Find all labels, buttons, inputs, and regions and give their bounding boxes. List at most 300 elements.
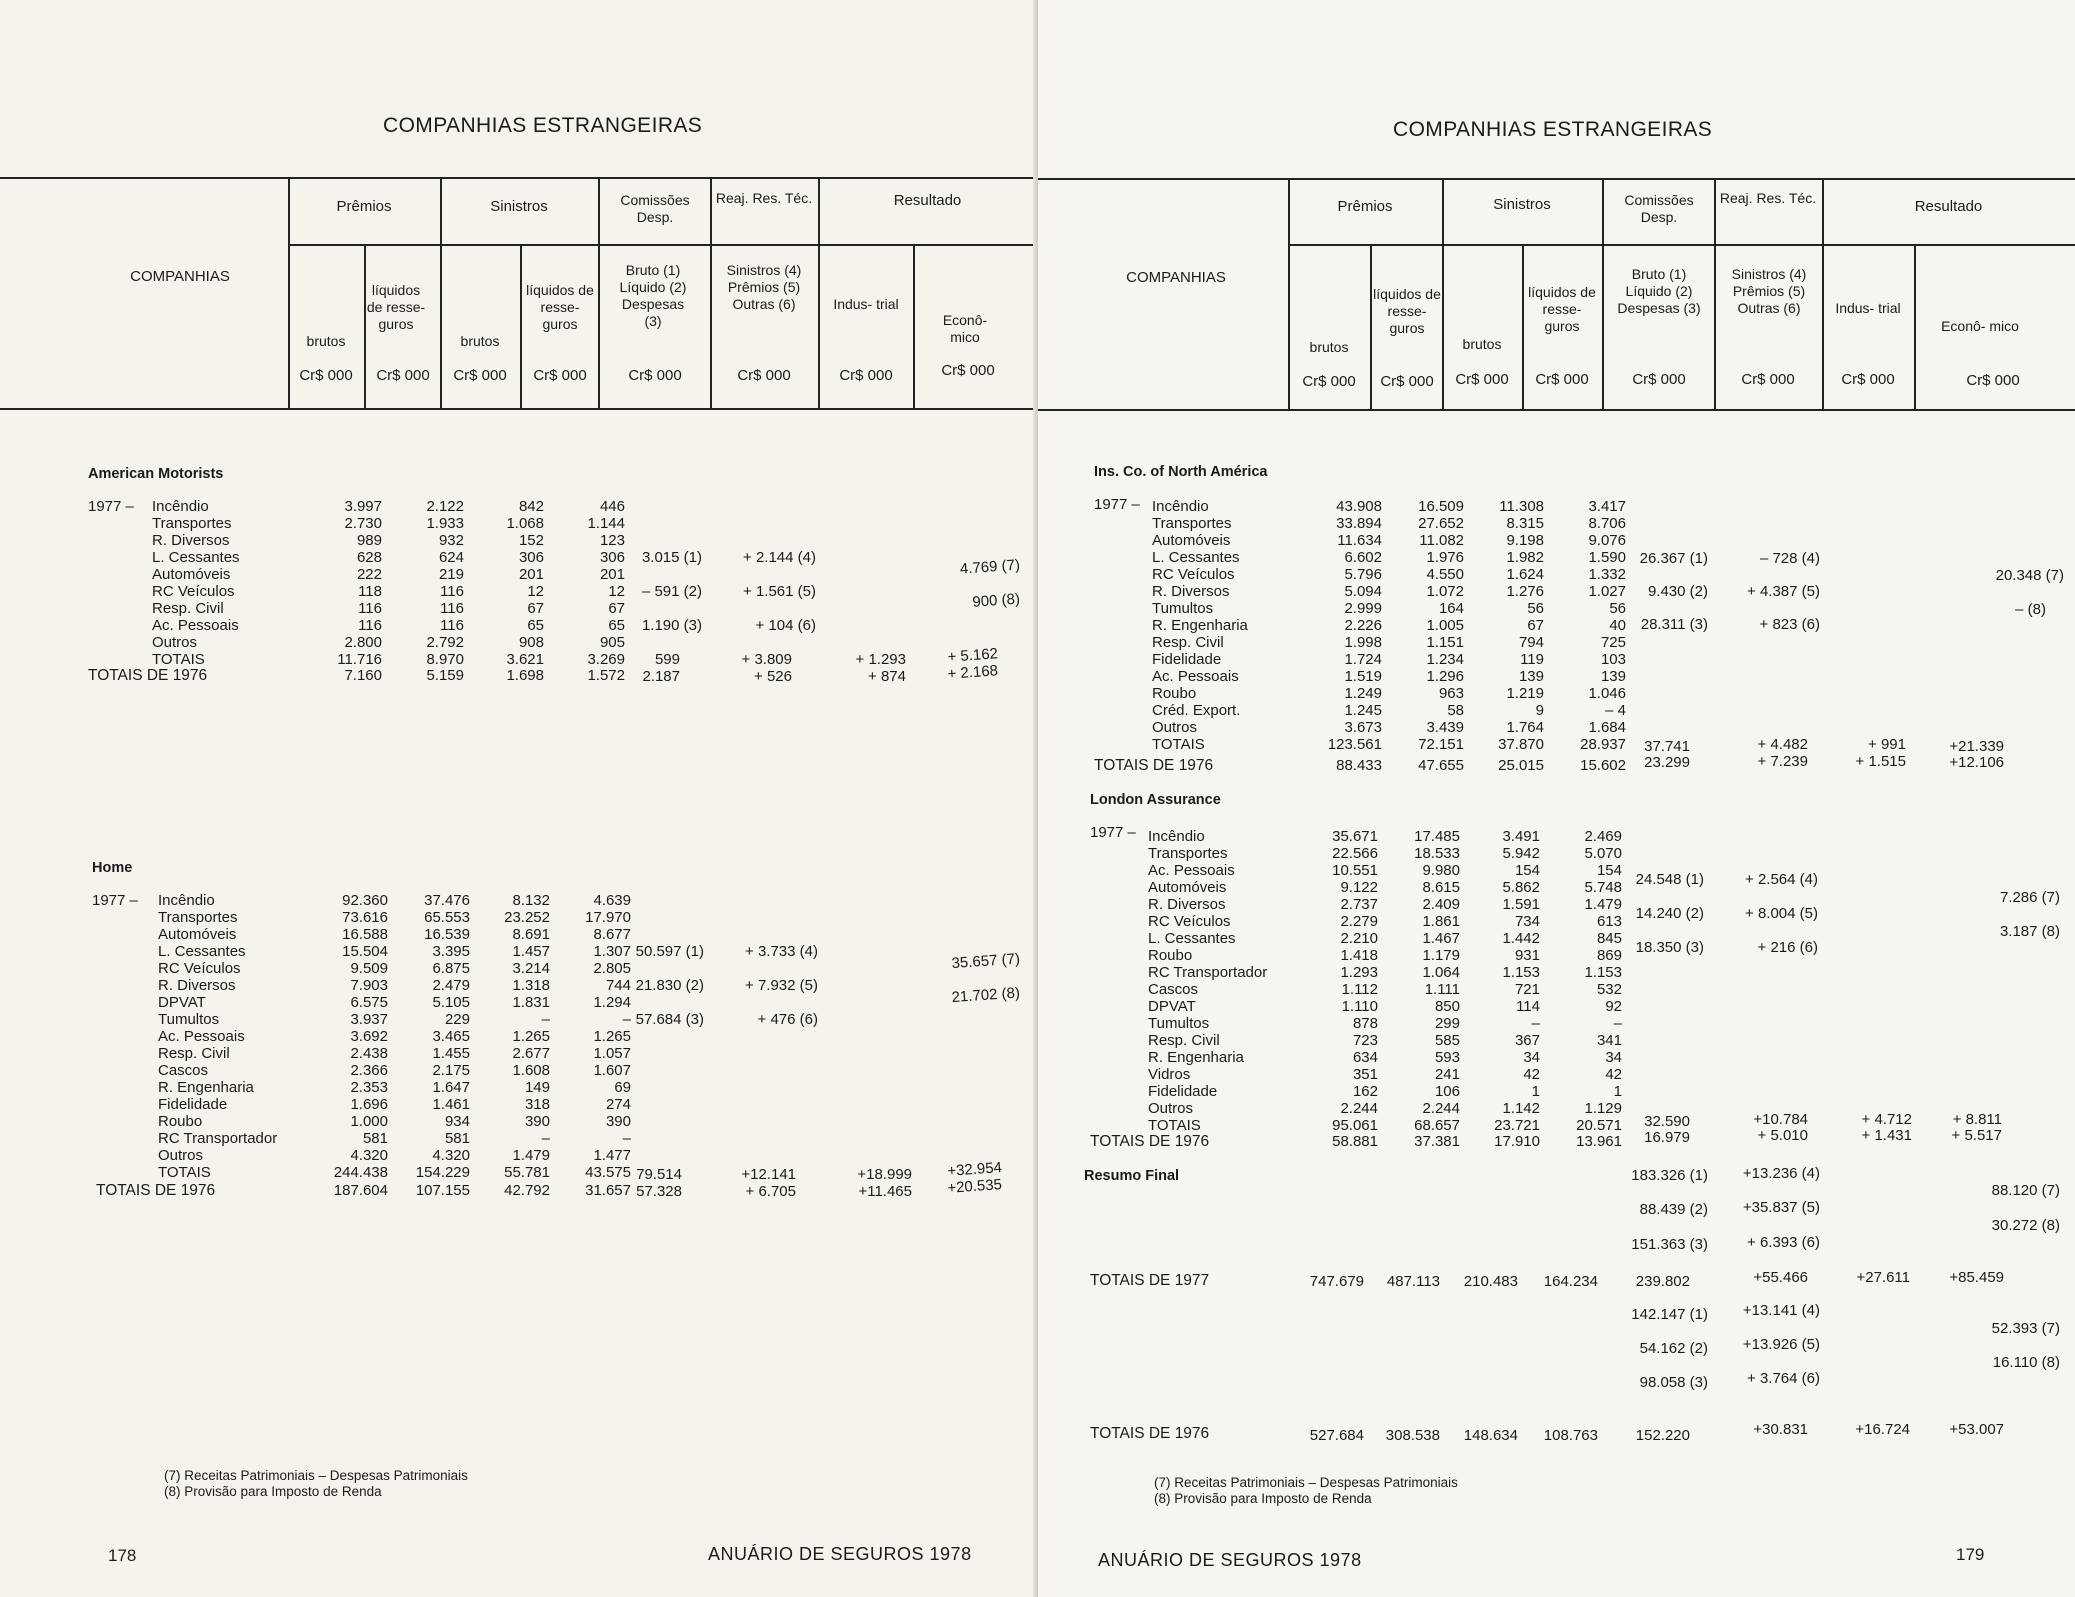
row-label: TOTAIS xyxy=(1148,1117,1201,1134)
row-value: 1.265 xyxy=(593,1028,631,1045)
row-value: 306 xyxy=(518,549,544,566)
row-value: 1.064 xyxy=(1422,964,1460,981)
resumo-com77-2: 88.439 (2) xyxy=(1639,1201,1708,1218)
row-value: 1.467 xyxy=(1422,930,1460,947)
unit-6: Cr$ 000 xyxy=(737,367,791,384)
london-tot77-com: 32.590 xyxy=(1644,1113,1690,1130)
row-value: 116 xyxy=(358,600,382,617)
row-value: 164 xyxy=(1438,600,1464,617)
row-value: 15.504 xyxy=(342,943,388,960)
row-value: 2.366 xyxy=(350,1062,388,1079)
row-value: 1.418 xyxy=(1340,947,1378,964)
home-reaj-3: + 476 (6) xyxy=(757,1011,818,1028)
header-liquidos-1: líquidos de resse- guros xyxy=(366,282,426,332)
row-value: 2.730 xyxy=(344,515,382,532)
row-value: 1.000 xyxy=(350,1113,388,1130)
row-value: – xyxy=(1531,1015,1540,1032)
table-row xyxy=(1152,702,1632,719)
row-value: 3.673 xyxy=(1344,719,1382,736)
row-value: 11.716 xyxy=(337,651,382,668)
table-row xyxy=(158,1045,631,1062)
table-row xyxy=(1152,532,1632,549)
am-tot76-reaj: + 526 xyxy=(754,668,792,685)
table-row xyxy=(1152,719,1632,736)
row-value: 154.229 xyxy=(415,1164,470,1181)
totais-1977-label: TOTAIS DE 1977 xyxy=(1090,1272,1210,1289)
row-value: 5.159 xyxy=(426,667,464,684)
row-value: 55.781 xyxy=(504,1164,550,1181)
row-value: – xyxy=(622,1130,631,1147)
row-value: 8.691 xyxy=(512,926,550,943)
row-value: 850 xyxy=(1434,998,1460,1015)
table-row xyxy=(158,1011,631,1028)
row-label: R. Engenharia xyxy=(1148,1049,1244,1066)
home-eco-8: 21.702 (8) xyxy=(951,984,1021,1007)
row-value: 1.982 xyxy=(1506,549,1544,566)
table-row xyxy=(158,1062,631,1079)
header-resultado: Resultado xyxy=(893,192,962,209)
row-value: 27.652 xyxy=(1418,515,1464,532)
row-value: 3.417 xyxy=(1588,498,1626,515)
header-brutos-1: brutos xyxy=(1309,339,1349,355)
row-value: 58 xyxy=(1447,702,1464,719)
row-label: R. Diversos xyxy=(1152,583,1230,600)
am-com-3: 1.190 (3) xyxy=(641,617,702,634)
row-label: Créd. Export. xyxy=(1152,702,1241,719)
row-value: 1.179 xyxy=(1422,947,1460,964)
london-eco-7: 7.286 (7) xyxy=(1999,889,2060,906)
row-value: 229 xyxy=(444,1011,470,1028)
row-value: 35.671 xyxy=(1332,828,1378,845)
row-label: TOTAIS xyxy=(158,1164,211,1181)
header-bruto-col: Bruto (1) Líquido (2) Despesas (3) xyxy=(619,262,687,329)
table-row xyxy=(1148,1049,1632,1066)
row-value: 1.110 xyxy=(1341,998,1378,1015)
row-value: 68.657 xyxy=(1414,1117,1460,1134)
row-value: 37.476 xyxy=(424,892,470,909)
row-value: 3.395 xyxy=(432,943,470,960)
row-value: 1.607 xyxy=(593,1062,631,1079)
row-value: 7.160 xyxy=(344,667,382,684)
row-value: 613 xyxy=(1596,913,1622,930)
table-row xyxy=(152,498,625,515)
resumo-com77-1: 183.326 (1) xyxy=(1631,1167,1708,1184)
row-value: 67 xyxy=(1527,617,1544,634)
row-label: Tumultos xyxy=(158,1011,220,1028)
row-value: 17.970 xyxy=(585,909,631,926)
home-tot77-reaj: +12.141 xyxy=(741,1166,796,1183)
table-row xyxy=(1152,566,1632,583)
row-value: 47.655 xyxy=(1418,757,1464,774)
row-value: 67 xyxy=(527,600,544,617)
london-reaj-1: + 2.564 (4) xyxy=(1745,871,1818,888)
row-label: Ac. Pessoais xyxy=(1148,862,1235,879)
row-value: 8.706 xyxy=(1588,515,1626,532)
row-label: Transportes xyxy=(1152,515,1232,532)
resumo-t76-ind: +16.724 xyxy=(1855,1421,1910,1438)
row-value: 1.933 xyxy=(426,515,464,532)
row-label: TOTAIS xyxy=(152,651,205,668)
london-eco-8: 3.187 (8) xyxy=(1999,923,2060,940)
row-value: 628 xyxy=(356,549,382,566)
row-value: 734 xyxy=(1514,913,1540,930)
row-value: 1.144 xyxy=(587,515,625,532)
ins-co-t76 xyxy=(1152,757,1632,774)
company-ins-co-north-america: Ins. Co. of North América xyxy=(1094,464,1268,480)
resumo-com76-3: 98.058 (3) xyxy=(1639,1374,1708,1391)
row-label: R. Engenharia xyxy=(1152,617,1248,634)
row-value: 1.151 xyxy=(1426,634,1464,651)
home-eco-7: 35.657 (7) xyxy=(951,950,1021,973)
row-value: 2.800 xyxy=(344,634,382,651)
am-tot76-com: 2.187 xyxy=(642,668,680,685)
row-value: 3.621 xyxy=(506,651,544,668)
row-value: 744 xyxy=(605,977,631,994)
resumo-t77-ind: +27.611 xyxy=(1856,1269,1910,1286)
ins-tot76-ind: + 1.515 xyxy=(1855,753,1906,770)
table-row xyxy=(158,943,631,960)
row-value: 842 xyxy=(518,498,544,515)
row-value: 2.244 xyxy=(1422,1100,1460,1117)
right-page xyxy=(1038,0,2075,1597)
row-value: 1 xyxy=(1613,1083,1622,1100)
home-com-1: 50.597 (1) xyxy=(635,943,704,960)
year-label: 1977 – xyxy=(88,498,134,515)
table-row xyxy=(152,566,625,583)
table-row xyxy=(1152,600,1632,617)
ins-tot76-com: 23.299 xyxy=(1644,754,1690,771)
row-value: 15.602 xyxy=(1580,757,1626,774)
row-value: 2.210 xyxy=(1340,930,1378,947)
ins-reaj-3: + 823 (6) xyxy=(1759,616,1820,633)
row-label: Roubo xyxy=(1148,947,1193,964)
footnote-8: (8) Provisão para Imposto de Renda xyxy=(164,1484,382,1499)
table-row xyxy=(1148,896,1632,913)
table-row xyxy=(1148,930,1632,947)
table-row xyxy=(158,960,631,977)
row-label: R. Diversos xyxy=(1148,896,1226,913)
row-label: Fidelidade xyxy=(1148,1083,1218,1100)
london-tot76-eco: + 5.517 xyxy=(1951,1127,2002,1144)
table-row xyxy=(158,926,631,943)
row-value: 1 xyxy=(1531,1083,1540,1100)
row-value: 2.469 xyxy=(1584,828,1622,845)
row-value: 103 xyxy=(1600,651,1626,668)
row-value: 1.461 xyxy=(432,1096,470,1113)
am-tot76-ind: + 874 xyxy=(868,668,906,685)
row-value: 725 xyxy=(1600,634,1626,651)
row-value: 58.881 xyxy=(1332,1133,1378,1150)
row-value: 532 xyxy=(1596,981,1622,998)
resumo-reaj77-3: + 6.393 (6) xyxy=(1747,1234,1820,1251)
row-value: 2.226 xyxy=(1344,617,1382,634)
row-value: 118 xyxy=(358,583,382,600)
row-label: R. Diversos xyxy=(152,532,230,549)
row-value: 593 xyxy=(1434,1049,1460,1066)
resumo-com76-1: 142.147 (1) xyxy=(1631,1306,1708,1323)
table-row xyxy=(1148,913,1632,930)
row-label: RC Transportador xyxy=(158,1130,278,1147)
row-value: 2.244 xyxy=(1340,1100,1378,1117)
row-label: Ac. Pessoais xyxy=(1152,668,1239,685)
header-brutos-2: brutos xyxy=(1462,336,1502,352)
footnote-7: (7) Receitas Patrimoniais – Despesas Patrimoniais xyxy=(1154,1475,1458,1490)
row-label: DPVAT xyxy=(1148,998,1196,1015)
row-label: Transportes xyxy=(1148,845,1228,862)
home-tot77-eco: +32.954 xyxy=(946,1159,1003,1180)
home-tot76-eco: +20.535 xyxy=(946,1176,1003,1197)
row-value: 241 xyxy=(1434,1066,1460,1083)
table-row xyxy=(158,1028,631,1045)
unit-6: Cr$ 000 xyxy=(1741,371,1795,388)
totals-1976-row xyxy=(1148,1133,1632,1150)
table-row xyxy=(158,1164,631,1181)
row-value: 12 xyxy=(527,583,544,600)
row-value: 219 xyxy=(438,566,464,583)
company-home: Home xyxy=(92,860,133,876)
resumo-t77-sin-brutos: 210.483 xyxy=(1463,1273,1518,1290)
row-value: 1.234 xyxy=(1426,651,1464,668)
row-value: 139 xyxy=(1518,668,1544,685)
am-com-1: 3.015 (1) xyxy=(641,549,702,566)
row-value: 1.068 xyxy=(506,515,544,532)
am-eco-8: 900 (8) xyxy=(971,590,1021,611)
table-row xyxy=(1148,964,1632,981)
row-label: Resp. Civil xyxy=(158,1045,230,1062)
row-value: 67 xyxy=(608,600,625,617)
row-value: 1.027 xyxy=(1588,583,1626,600)
row-value: 1.276 xyxy=(1506,583,1544,600)
row-value: 2.479 xyxy=(432,977,470,994)
table-row xyxy=(158,1113,631,1130)
row-value: 581 xyxy=(444,1130,470,1147)
header-premios: Prêmios xyxy=(1337,198,1393,215)
row-value: 1.590 xyxy=(1588,549,1626,566)
resumo-t76-brutos: 527.684 xyxy=(1309,1427,1364,1444)
table-row xyxy=(1148,1032,1632,1049)
resumo-t77-liquidos: 487.113 xyxy=(1386,1273,1440,1290)
page-number: 178 xyxy=(108,1546,137,1565)
row-value: 5.070 xyxy=(1584,845,1622,862)
row-label: Ac. Pessoais xyxy=(158,1028,245,1045)
header-liquidos-2: líquidos de resse- guros xyxy=(526,282,594,332)
american-motorists-t76 xyxy=(152,667,625,684)
am-tot77-eco: + 5.162 xyxy=(946,645,999,666)
unit-7: Cr$ 000 xyxy=(839,367,893,384)
unit-2: Cr$ 000 xyxy=(376,367,430,384)
row-value: 1.479 xyxy=(512,1147,550,1164)
resumo-eco77-8: 30.272 (8) xyxy=(1991,1217,2060,1234)
row-value: – xyxy=(541,1130,550,1147)
row-label: Vidros xyxy=(1148,1066,1191,1083)
row-value: 1.457 xyxy=(512,943,550,960)
unit-5: Cr$ 000 xyxy=(1632,371,1686,388)
company-american-motorists: American Motorists xyxy=(88,466,224,482)
row-value: 1.696 xyxy=(350,1096,388,1113)
row-value: 1.245 xyxy=(1344,702,1382,719)
header-bruto-col: Bruto (1) Líquido (2) Despesas (3) xyxy=(1617,266,1701,316)
row-value: 446 xyxy=(599,498,625,515)
table-row xyxy=(1148,981,1632,998)
london-com-2: 14.240 (2) xyxy=(1635,905,1704,922)
ins-com-1: 26.367 (1) xyxy=(1639,550,1708,567)
row-value: 25.015 xyxy=(1498,757,1544,774)
row-value: 43.575 xyxy=(585,1164,631,1181)
row-value: 17.485 xyxy=(1414,828,1460,845)
header-sinistros: Sinistros xyxy=(490,198,548,215)
totais-1976-label: TOTAIS DE 1976 xyxy=(88,667,208,684)
row-value: 92.360 xyxy=(342,892,388,909)
ins-com-2: 9.430 (2) xyxy=(1647,583,1708,600)
row-value: 1.057 xyxy=(593,1045,631,1062)
table-row xyxy=(1148,1066,1632,1083)
london-t76 xyxy=(1148,1133,1632,1150)
row-value: 56 xyxy=(1527,600,1544,617)
row-value: 7.903 xyxy=(350,977,388,994)
resumo-t76-com: 152.220 xyxy=(1635,1427,1690,1444)
header-liquidos-1: líquidos de resse- guros xyxy=(1373,286,1441,336)
resumo-t77-com: 239.802 xyxy=(1635,1273,1690,1290)
row-value: 624 xyxy=(438,549,464,566)
row-value: 1.153 xyxy=(1584,964,1622,981)
row-value: 8.970 xyxy=(426,651,464,668)
row-value: 2.175 xyxy=(432,1062,470,1079)
am-reaj-2: + 1.561 (5) xyxy=(743,583,816,600)
unit-4: Cr$ 000 xyxy=(533,367,587,384)
resumo-t77-eco: +85.459 xyxy=(1949,1269,2004,1286)
row-value: 244.438 xyxy=(333,1164,388,1181)
row-value: 16.539 xyxy=(424,926,470,943)
row-label: R. Engenharia xyxy=(158,1079,254,1096)
ins-tot77-com: 37.741 xyxy=(1644,738,1690,755)
row-value: 2.792 xyxy=(426,634,464,651)
resumo-reaj76-2: +13.926 (5) xyxy=(1742,1336,1820,1353)
row-value: 2.409 xyxy=(1422,896,1460,913)
row-value: 17.910 xyxy=(1494,1133,1540,1150)
row-value: 1.976 xyxy=(1426,549,1464,566)
row-value: 794 xyxy=(1518,634,1544,651)
row-value: 9.122 xyxy=(1340,879,1378,896)
london-tot76-reaj: + 5.010 xyxy=(1757,1127,1808,1144)
row-value: 88.433 xyxy=(1336,757,1382,774)
row-label: Incêndio xyxy=(152,498,209,515)
row-label: L. Cessantes xyxy=(1148,930,1236,947)
row-value: 34 xyxy=(1523,1049,1540,1066)
footnote-7: (7) Receitas Patrimoniais – Despesas Patrimoniais xyxy=(164,1468,468,1483)
resumo-eco76-7: 52.393 (7) xyxy=(1991,1320,2060,1337)
row-value: 154 xyxy=(1514,862,1540,879)
header-reaj: Reaj. Res. Téc. xyxy=(1719,190,1817,206)
row-value: 43.908 xyxy=(1336,498,1382,515)
row-value: 22.566 xyxy=(1332,845,1378,862)
row-value: 6.602 xyxy=(1344,549,1382,566)
row-label: L. Cessantes xyxy=(1152,549,1240,566)
header-brutos-1: brutos xyxy=(306,333,346,349)
table-row xyxy=(1148,828,1632,845)
row-value: 139 xyxy=(1600,668,1626,685)
row-value: 69 xyxy=(614,1079,631,1096)
row-value: 1.046 xyxy=(1588,685,1626,702)
row-value: 1.318 xyxy=(512,977,550,994)
row-value: 11.082 xyxy=(1419,532,1464,549)
totais-1976-label: TOTAIS DE 1976 xyxy=(1090,1133,1210,1150)
row-value: 1.724 xyxy=(1344,651,1382,668)
row-value: 154 xyxy=(1596,862,1622,879)
row-value: 8.315 xyxy=(1506,515,1544,532)
publication-name: ANUÁRIO DE SEGUROS 1978 xyxy=(1098,1550,1362,1570)
table-row xyxy=(1148,879,1632,896)
row-value: 106 xyxy=(1434,1083,1460,1100)
table-row xyxy=(158,1096,631,1113)
row-value: 723 xyxy=(1352,1032,1378,1049)
table-row xyxy=(152,634,625,651)
home-rows xyxy=(158,892,631,1181)
row-label: RC Veículos xyxy=(1148,913,1231,930)
resumo-eco77-7: 88.120 (7) xyxy=(1991,1182,2060,1199)
table-row xyxy=(1148,1117,1632,1134)
row-label: Outros xyxy=(158,1147,204,1164)
header-industrial: Indus- trial xyxy=(833,296,899,312)
resumo-t76-liquidos: 308.538 xyxy=(1385,1427,1440,1444)
row-value: 28.937 xyxy=(1580,736,1626,753)
row-value: 123.561 xyxy=(1327,736,1382,753)
row-label: Outros xyxy=(1152,719,1198,736)
table-row xyxy=(1148,845,1632,862)
row-value: 2.122 xyxy=(426,498,464,515)
row-value: 1.442 xyxy=(1502,930,1540,947)
table-row xyxy=(158,1079,631,1096)
row-label: Tumultos xyxy=(1148,1015,1210,1032)
home-tot76-reaj: + 6.705 xyxy=(745,1183,796,1200)
table-row xyxy=(1152,685,1632,702)
resumo-t76-sin-liquidos: 108.763 xyxy=(1543,1427,1598,1444)
row-value: 1.572 xyxy=(587,667,625,684)
table-row xyxy=(1148,862,1632,879)
home-tot77-com: 79.514 xyxy=(636,1166,682,1183)
row-value: 932 xyxy=(438,532,464,549)
row-value: 2.677 xyxy=(512,1045,550,1062)
row-value: 1.477 xyxy=(593,1147,631,1164)
ins-reaj-2: + 4.387 (5) xyxy=(1747,583,1820,600)
row-label: Transportes xyxy=(158,909,238,926)
row-value: 95.061 xyxy=(1332,1117,1378,1134)
row-value: 1.519 xyxy=(1344,668,1382,685)
table-row xyxy=(152,549,625,566)
row-value: 341 xyxy=(1596,1032,1622,1049)
table-row xyxy=(158,977,631,994)
row-value: 65.553 xyxy=(424,909,470,926)
row-label: Roubo xyxy=(1152,685,1197,702)
row-value: 1.153 xyxy=(1502,964,1540,981)
row-value: 187.604 xyxy=(333,1182,388,1199)
table-row xyxy=(152,583,625,600)
row-value: 1.698 xyxy=(506,667,544,684)
row-value: 869 xyxy=(1596,947,1622,964)
row-value: 3.491 xyxy=(1502,828,1540,845)
row-value: 3.439 xyxy=(1426,719,1464,736)
london-tot76-ind: + 1.431 xyxy=(1861,1127,1912,1144)
header-industrial: Indus- trial xyxy=(1835,300,1901,316)
row-value: 8.677 xyxy=(593,926,631,943)
row-value: 23.252 xyxy=(504,909,550,926)
row-value: 908 xyxy=(518,634,544,651)
row-label: Automóveis xyxy=(1152,532,1231,549)
row-label: Resp. Civil xyxy=(152,600,224,617)
header-economico: Econô- mico xyxy=(942,312,988,345)
row-label: TOTAIS xyxy=(1152,736,1205,753)
row-value: 2.438 xyxy=(350,1045,388,1062)
header-reaj: Reaj. Res. Téc. xyxy=(715,190,813,206)
